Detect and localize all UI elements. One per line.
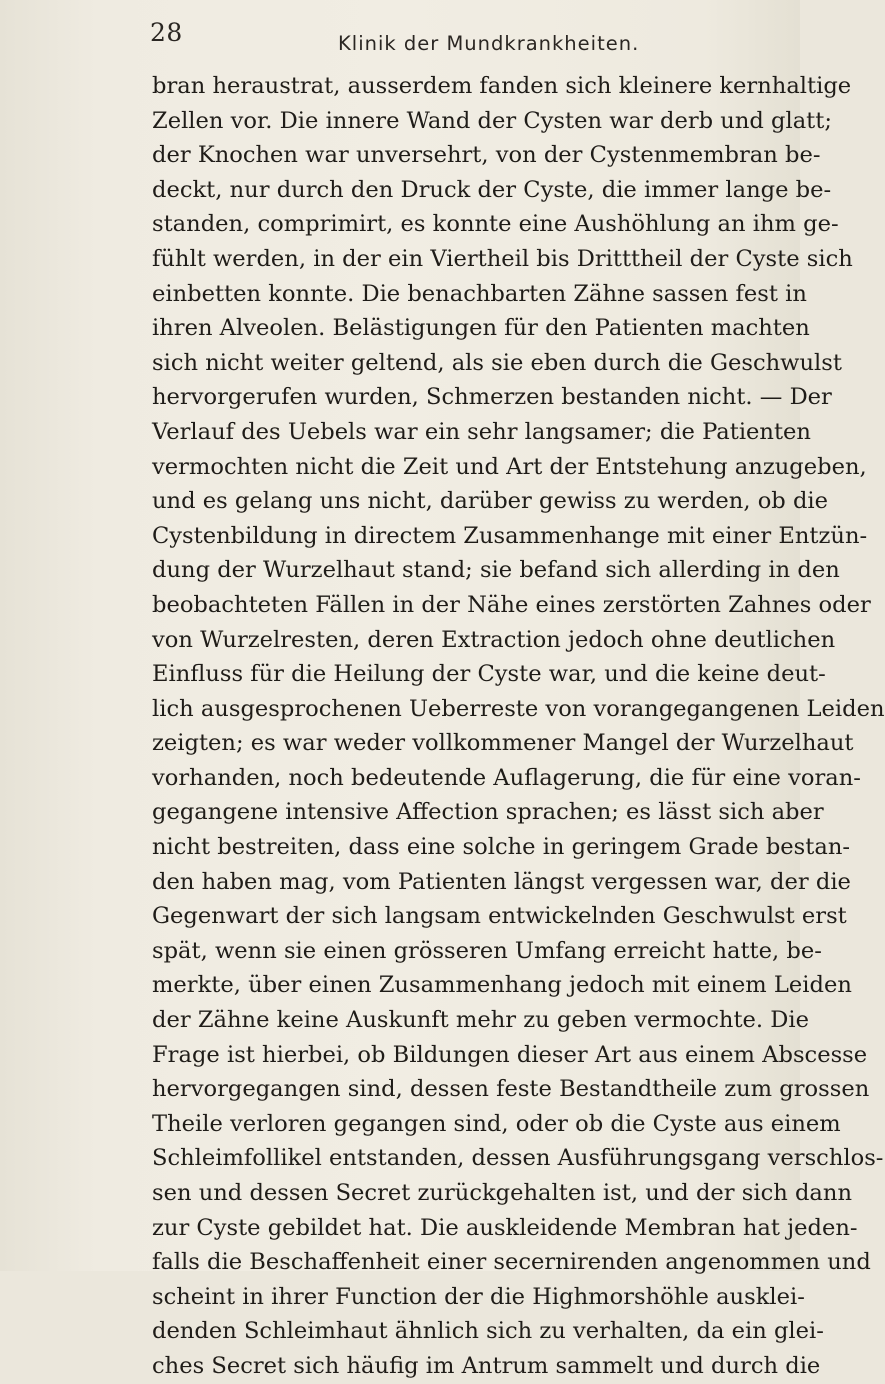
text-line: Einfluss für die Heilung der Cyste war, und die keine deut- (152, 661, 826, 688)
text-line: gegangene intensive Affection sprachen; es lässt sich aber (152, 799, 824, 826)
text-line: denden Schleimhaut ähnlich sich zu verhalten, da ein glei- (152, 1318, 824, 1345)
text-line: dung der Wurzelhaut stand; sie befand sich allerding in den (152, 557, 840, 584)
page-number: 28 (150, 18, 183, 47)
text-line: Theile verloren gegangen sind, oder ob die Cyste aus einem (152, 1110, 841, 1137)
text-line: vermochten nicht die Zeit und Art der Entstehung anzugeben, (152, 453, 867, 480)
text-line: zeigten; es war weder vollkommener Mangel der Wurzelhaut (152, 730, 854, 757)
text-line: hervorgerufen wurden, Schmerzen bestanden nicht. — Der (152, 384, 832, 411)
text-line: Frage ist hierbei, ob Bildungen dieser Art aus einem Abscesse (152, 1041, 868, 1068)
text-line: den haben mag, vom Patienten längst vergessen war, der die (152, 868, 851, 895)
text-line: sich nicht weiter geltend, als sie eben durch die Geschwulst (152, 349, 842, 376)
text-line: bran heraustrat, ausserdem fanden sich kleinere kernhaltige (152, 73, 852, 99)
text-line: sen und dessen Secret zurückgehalten ist, und der sich dann (152, 1180, 852, 1206)
text-line: scheint in ihrer Function der die Highmorshöhle ausklei- (152, 1283, 805, 1310)
text-line: und es gelang uns nicht, darüber gewiss zu werden, ob die (152, 488, 829, 515)
text-line: Schleimfollikel entstanden, dessen Ausführungsgang verschlos- (152, 1145, 884, 1172)
text-line: deckt, nur durch den Druck der Cyste, die immer lange be- (152, 176, 832, 203)
text-line: falls die Beschaffenheit einer secernirenden angenommen und (152, 1249, 871, 1276)
text-line: merkte, über einen Zusammenhang jedoch mit einem Leiden (152, 972, 852, 999)
text-line: Zellen vor. Die innere Wand der Cysten war derb und glatt; (152, 107, 832, 134)
body-text (152, 69, 885, 1384)
text-line: beobachteten Fällen in der Nähe eines zerstörten Zahnes oder (152, 591, 871, 618)
text-line: zur Cyste gebildet hat. Die auskleidende Membran hat jeden- (152, 1214, 858, 1241)
text-line: nicht bestreiten, dass eine solche in geringem Grade bestan- (152, 834, 851, 861)
running-head: Klinik der Mundkrankheiten. (338, 32, 640, 55)
text-line: ihren Alveolen. Belästigungen für den Patienten machten (152, 315, 810, 342)
text-line: Gegenwart der sich langsam entwickelnden Geschwulst erst (152, 903, 847, 930)
text-line: der Knochen war unversehrt, von der Cystenmembran be- (152, 142, 821, 169)
text-line: Cystenbildung in directem Zusammenhange mit einer Entzün- (152, 522, 868, 549)
text-line: ches Secret sich häufig im Antrum sammelt und durch die (152, 1352, 821, 1379)
text-line: der Zähne keine Auskunft mehr zu geben vermochte. Die (152, 1007, 809, 1034)
text-line: fühlt werden, in der ein Viertheil bis Dritttheil der Cyste sich (152, 245, 853, 272)
text-line: Verlauf des Uebels war ein sehr langsamer; die Patienten (152, 418, 811, 445)
text-line: hervorgegangen sind, dessen feste Bestandtheile zum grossen (152, 1076, 870, 1103)
text-line: standen, comprimirt, es konnte eine Aushöhlung an ihm ge- (152, 211, 839, 238)
text-line: von Wurzelresten, deren Extraction jedoch ohne deutlichen (152, 626, 836, 653)
text-line: spät, wenn sie einen grösseren Umfang erreicht hatte, be- (152, 937, 822, 964)
text-line: einbetten konnte. Die benachbarten Zähne sassen fest in (152, 280, 807, 307)
text-line: vorhanden, noch bedeutende Auflagerung, die für eine voran- (152, 764, 861, 791)
text-line: lich ausgesprochenen Ueberreste von vorangegangenen Leiden (152, 695, 885, 722)
